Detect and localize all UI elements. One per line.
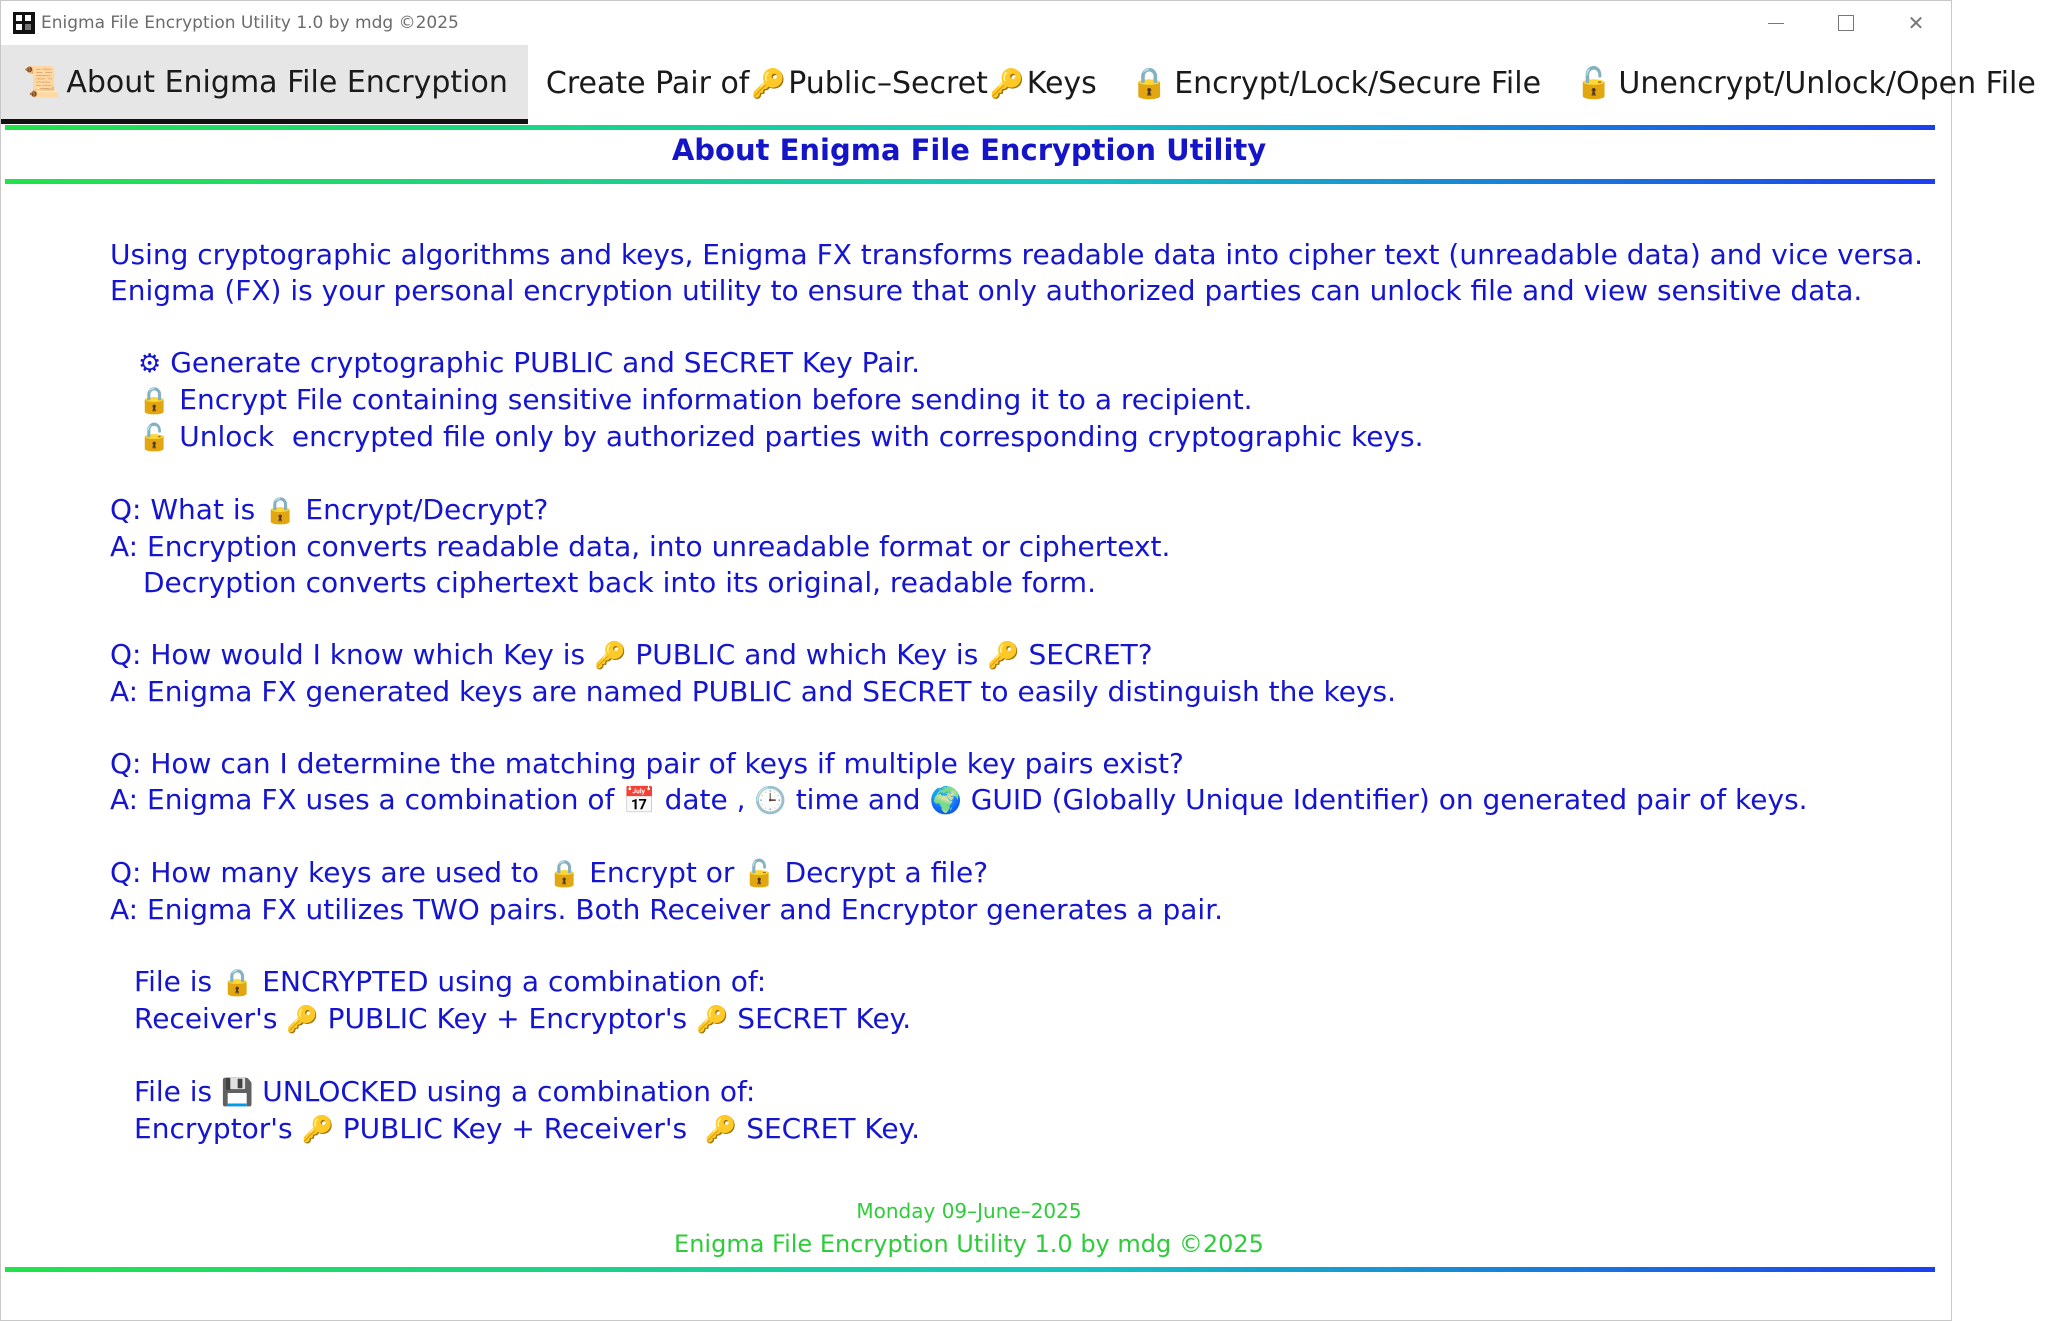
faq-answer-1b: Decryption converts ciphertext back into its original, readable form. xyxy=(143,566,1096,599)
maximize-icon xyxy=(1838,15,1854,31)
footer-date: Monday 09–June–2025 xyxy=(856,1199,1082,1223)
key-icon: 🔑 xyxy=(989,66,1025,100)
lock-icon: 🔒 xyxy=(264,496,297,526)
faq-question-2: Q: How would I know which Key is 🔑 PUBLIC and which Key is 🔑 SECRET? xyxy=(110,638,1153,671)
footer-credit: Enigma File Encryption Utility 1.0 by mdg ©2025 xyxy=(674,1230,1264,1258)
tab-unencrypt[interactable] xyxy=(1557,45,2052,121)
encrypt-combo-line-1: File is 🔒 ENCRYPTED using a combination of: xyxy=(134,965,767,998)
close-icon: ✕ xyxy=(1907,11,1925,35)
tab-unencrypt-label: Unencrypt/Unlock/Open File xyxy=(1618,65,2036,101)
scroll-icon: 📜 xyxy=(23,64,61,100)
unlock-combo-line-1: File is 💾 UNLOCKED using a combination of: xyxy=(134,1075,756,1108)
unlock-icon: 🔓 xyxy=(1575,65,1613,101)
feature-unlock: 🔓 Unlock encrypted file only by authorized parties with corresponding cryptographic keys. xyxy=(138,420,1424,453)
faq-answer-2: A: Enigma FX generated keys are named PUBLIC and SECRET to easily distinguish the keys. xyxy=(110,675,1396,708)
floppy-disk-icon: 💾 xyxy=(221,1078,254,1108)
key-icon: 🔑 xyxy=(751,66,787,100)
tab-encrypt-label: Encrypt/Lock/Secure File xyxy=(1174,65,1542,101)
key-icon: 🔑 xyxy=(987,641,1020,671)
globe-icon: 🌍 xyxy=(929,786,962,816)
encrypt-combo-line-2: Receiver's 🔑 PUBLIC Key + Encryptor's 🔑 SECRET Key. xyxy=(134,1002,912,1035)
faq-question-3: Q: How can I determine the matching pair of keys if multiple key pairs exist? xyxy=(110,747,1184,780)
tab-create-keys-label-end: Keys xyxy=(1026,65,1097,101)
faq-question-4: Q: How many keys are used to 🔒 Encrypt or 🔓 Decrypt a file? xyxy=(110,856,989,889)
lock-icon: 🔒 xyxy=(547,859,581,889)
faq-answer-1: A: Encryption converts readable data, into unreadable format or ciphertext. xyxy=(110,530,1171,563)
calendar-icon: 📅 xyxy=(623,786,656,816)
tab-create-keys-label-mid: Public–Secret xyxy=(788,65,988,101)
page-title: About Enigma File Encryption Utility xyxy=(671,133,1267,167)
key-icon: 🔑 xyxy=(286,1005,319,1035)
faq-answer-3: A: Enigma FX uses a combination of 📅 date , 🕒 time and 🌍 GUID (Globally Unique Identifier) on generated pair of keys. xyxy=(110,783,1808,816)
window-controls xyxy=(1741,1,1951,45)
gear-icon: ⚙ xyxy=(138,349,162,379)
clock-icon: 🕒 xyxy=(754,786,787,816)
about-content xyxy=(110,237,1930,1148)
tab-encrypt[interactable] xyxy=(1113,45,1557,121)
maximize-button[interactable] xyxy=(1811,1,1881,45)
key-icon: 🔑 xyxy=(594,641,627,671)
minimize-icon xyxy=(1768,23,1784,24)
tab-create-keys-label: Create Pair of xyxy=(545,65,750,101)
divider-footer xyxy=(5,1267,1935,1272)
lock-icon: 🔒 xyxy=(138,386,171,416)
key-icon: 🔑 xyxy=(704,1115,738,1145)
intro-line-2: Enigma (FX) is your personal encryption utility to ensure that only authorized parties can unlock file and view sensitive data. xyxy=(110,274,1863,307)
divider-header xyxy=(5,179,1935,184)
unlock-icon: 🔓 xyxy=(138,423,171,453)
window-title: Enigma File Encryption Utility 1.0 by mdg ©2025 xyxy=(41,13,459,33)
minimize-button[interactable] xyxy=(1741,1,1811,45)
intro-line-1: Using cryptographic algorithms and keys, Enigma FX transforms readable data into cipher text (unreadable data) and vice versa. xyxy=(110,238,1924,271)
tab-bar xyxy=(1,45,2036,123)
app-logo-icon xyxy=(13,12,35,34)
faq-question-1: Q: What is 🔒 Encrypt/Decrypt? xyxy=(110,493,549,526)
title-bar xyxy=(1,1,1951,45)
key-icon: 🔑 xyxy=(696,1005,729,1035)
tab-about-label: About Enigma File Encryption xyxy=(66,64,508,100)
unlock-icon: 🔓 xyxy=(743,859,776,889)
feature-generate: ⚙ Generate cryptographic PUBLIC and SECRET Key Pair. xyxy=(138,346,920,379)
lock-icon: 🔒 xyxy=(1130,65,1169,101)
tab-about[interactable] xyxy=(1,45,528,124)
tab-create-keys[interactable] xyxy=(528,45,1113,121)
key-icon: 🔑 xyxy=(301,1115,334,1145)
unlock-combo-line-2: Encryptor's 🔑 PUBLIC Key + Receiver's 🔑 SECRET Key. xyxy=(134,1112,921,1145)
divider-top xyxy=(5,125,1935,130)
faq-answer-4: A: Enigma FX utilizes TWO pairs. Both Receiver and Encryptor generates a pair. xyxy=(110,893,1224,926)
close-button[interactable] xyxy=(1881,1,1951,45)
lock-icon: 🔒 xyxy=(221,968,254,998)
feature-encrypt: 🔒 Encrypt File containing sensitive information before sending it to a recipient. xyxy=(138,383,1253,416)
